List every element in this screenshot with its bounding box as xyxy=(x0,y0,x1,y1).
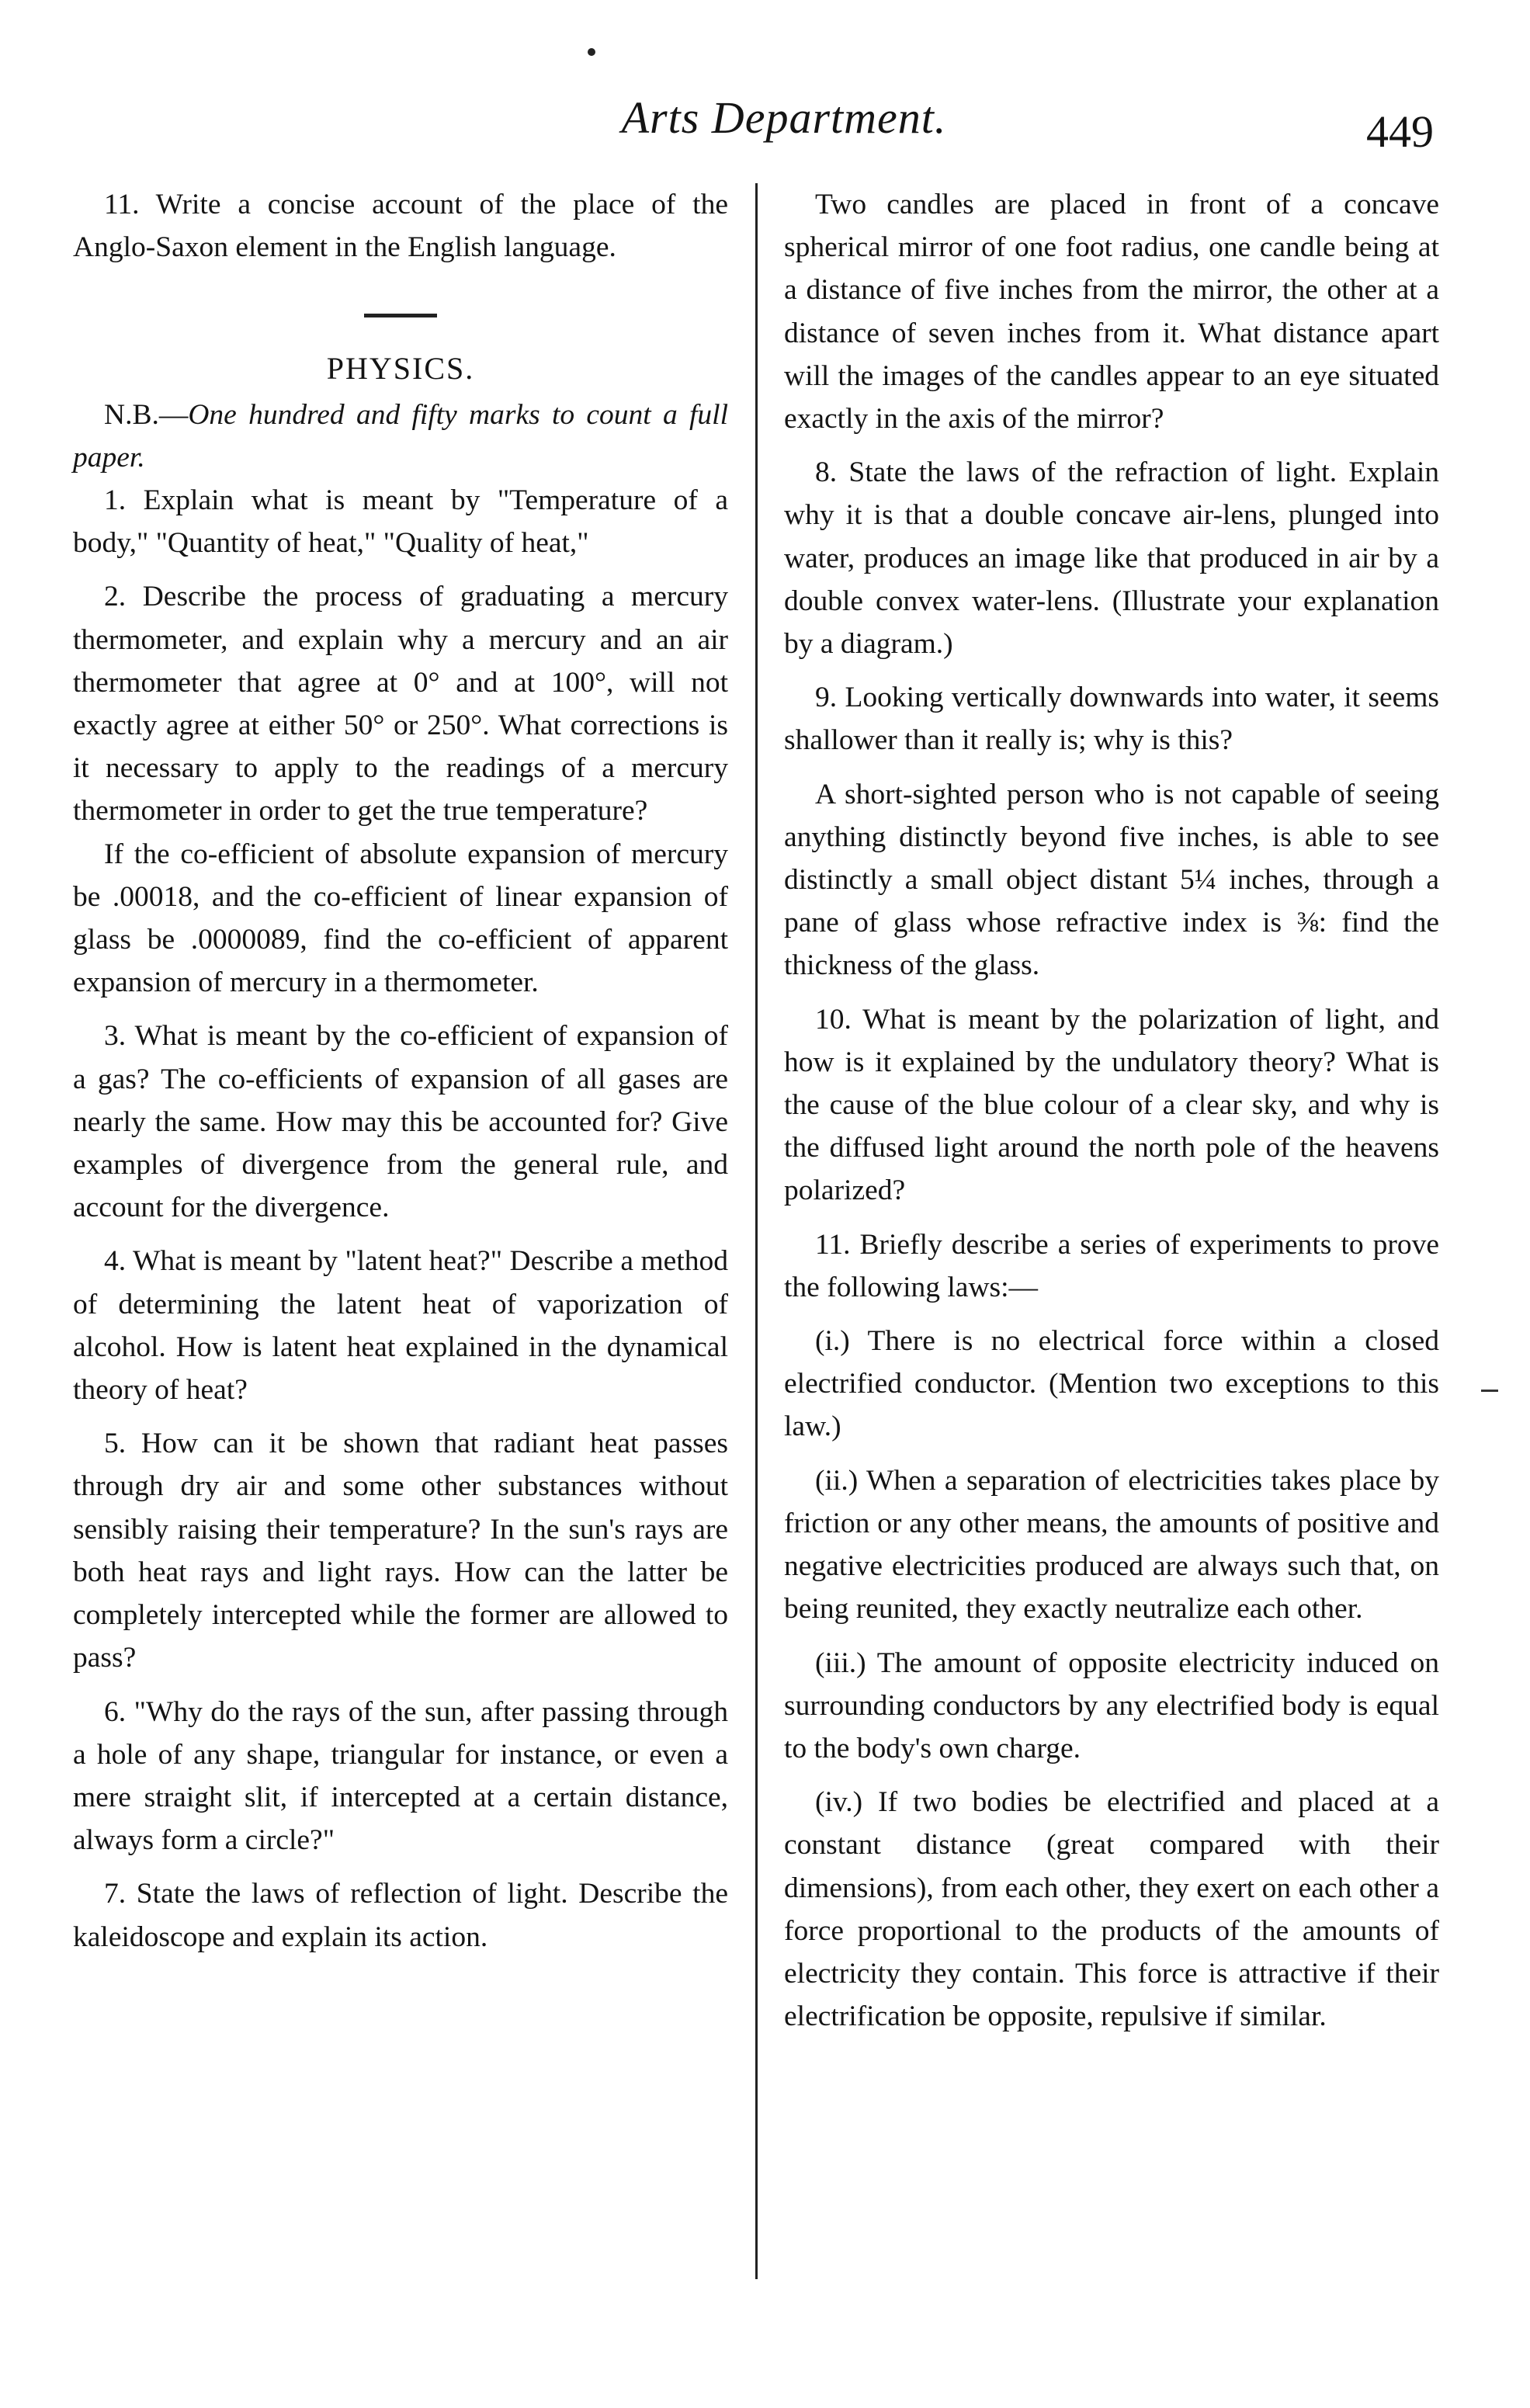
nota-bene-text: One hundred and fifty marks to count a full paper. xyxy=(73,398,728,474)
question-9-continued: A short-sighted person who is not capable of seeing anything distinctly beyond five inches, is able to see distinctly a small object distant 5¼ inches, through a pane of glass whose refractive index is ⅜: find the thickness of the glass. xyxy=(784,778,1439,982)
law-i: (i.) There is no electrical force within a closed electrified conductor. (Mention two exceptions to this law.) xyxy=(784,1325,1439,1443)
law-iv: (iv.) If two bodies be electrified and placed at a constant distance (great compared with their dimensions), from each other, they exert on each other a force proportional to the products of the amounts of electricity they contain. This force is attractive if their electrification be opposite, repulsive if similar. xyxy=(784,1786,1439,2033)
running-header-title: Arts Department. xyxy=(621,92,947,143)
question-11-electricity: 11. Briefly describe a series of experiments to prove the following laws:— xyxy=(784,1228,1439,1303)
question-2: 2. Describe the process of graduating a mercury thermometer, and explain why a mercury and an air thermometer that agree at 0° and at 100°, will not exactly agree at either 50° or 250°. What corrections is it necessary to apply to the readings of a mercury thermometer in order to get the true temperature? xyxy=(73,581,728,828)
question-10: 10. What is meant by the polarization of light, and how is it explained by the undulatory theory? What is the cause of the blue colour of a clear sky, and why is the diffused light around the north pole of the heavens polarized? xyxy=(784,1003,1439,1207)
nota-bene-label: N.B.— xyxy=(104,398,189,431)
section-title-physics: PHYSICS. xyxy=(326,351,475,387)
question-4: 4. What is meant by "latent heat?" Describe a method of determining the latent heat of vaporization of alcohol. How is latent heat explained in the dynamical theory of heat? xyxy=(73,1245,728,1407)
question-8: 8. State the laws of the refraction of light. Explain why it is that a double concave air-lens, plunged into water, produces an image like that produced in air by a double convex water-lens. (Illustrate your explanation by a diagram.) xyxy=(784,456,1439,661)
right-column xyxy=(784,183,1439,2038)
question-6: 6. "Why do the rays of the sun, after passing through a hole of any shape, triangular for instance, or even a mere straight slit, if intercepted at a certain distance, always form a circle?" xyxy=(73,1695,728,1857)
law-iii: (iii.) The amount of opposite electricity induced on surrounding conductors by any electrified body is equal to the body's own charge. xyxy=(784,1646,1439,1764)
nota-bene xyxy=(73,394,728,479)
question-1: 1. Explain what is meant by "Temperature of a body," "Quantity of heat," "Quality of heat," xyxy=(73,484,728,560)
question-5: 5. How can it be shown that radiant heat passes through dry air and some other substances without sensibly raising their temperature? In the sun's rays are both heat rays and light rays. How can the latter be completely intercepted while the former are allowed to pass? xyxy=(73,1428,728,1674)
left-column xyxy=(73,183,728,1959)
column-divider xyxy=(755,183,758,2279)
law-ii: (ii.) When a separation of electricities takes place by friction or any other means, the amounts of positive and negative electricities produced are always such that, on being reunited, they exactly neutralize each other. xyxy=(784,1464,1439,1626)
question-7-continued: Two candles are placed in front of a concave spherical mirror of one foot radius, one candle being at a distance of five inches from the mirror, the other at a distance of seven inches from it. What distance apart will the images of the candles appear to an eye situated exactly in the axis of the mirror? xyxy=(784,189,1439,435)
question-9: 9. Looking vertically downwards into water, it seems shallower than it really is; why is this? xyxy=(784,682,1439,757)
question-7: 7. State the laws of reflection of light. Describe the kaleidoscope and explain its action. xyxy=(73,1878,728,1953)
question-11-english: 11. Write a concise account of the place of the Anglo-Saxon element in the English language. xyxy=(73,189,728,264)
section-divider-rule xyxy=(364,314,437,317)
ink-dot-mark xyxy=(588,48,595,56)
page-number: 449 xyxy=(1366,106,1434,157)
question-3: 3. What is meant by the co-efficient of expansion of a gas? The co-efficients of expansion of all gases are nearly the same. How may this be accounted for? Give examples of divergence from the general rule, and account for the divergence. xyxy=(73,1020,728,1224)
question-2-continued: If the co-efficient of absolute expansion of mercury be .00018, and the co-efficient of linear expansion of glass be .0000089, find the co-efficient of apparent expansion of mercury in a thermometer. xyxy=(73,838,728,999)
margin-dash-mark xyxy=(1481,1390,1498,1392)
